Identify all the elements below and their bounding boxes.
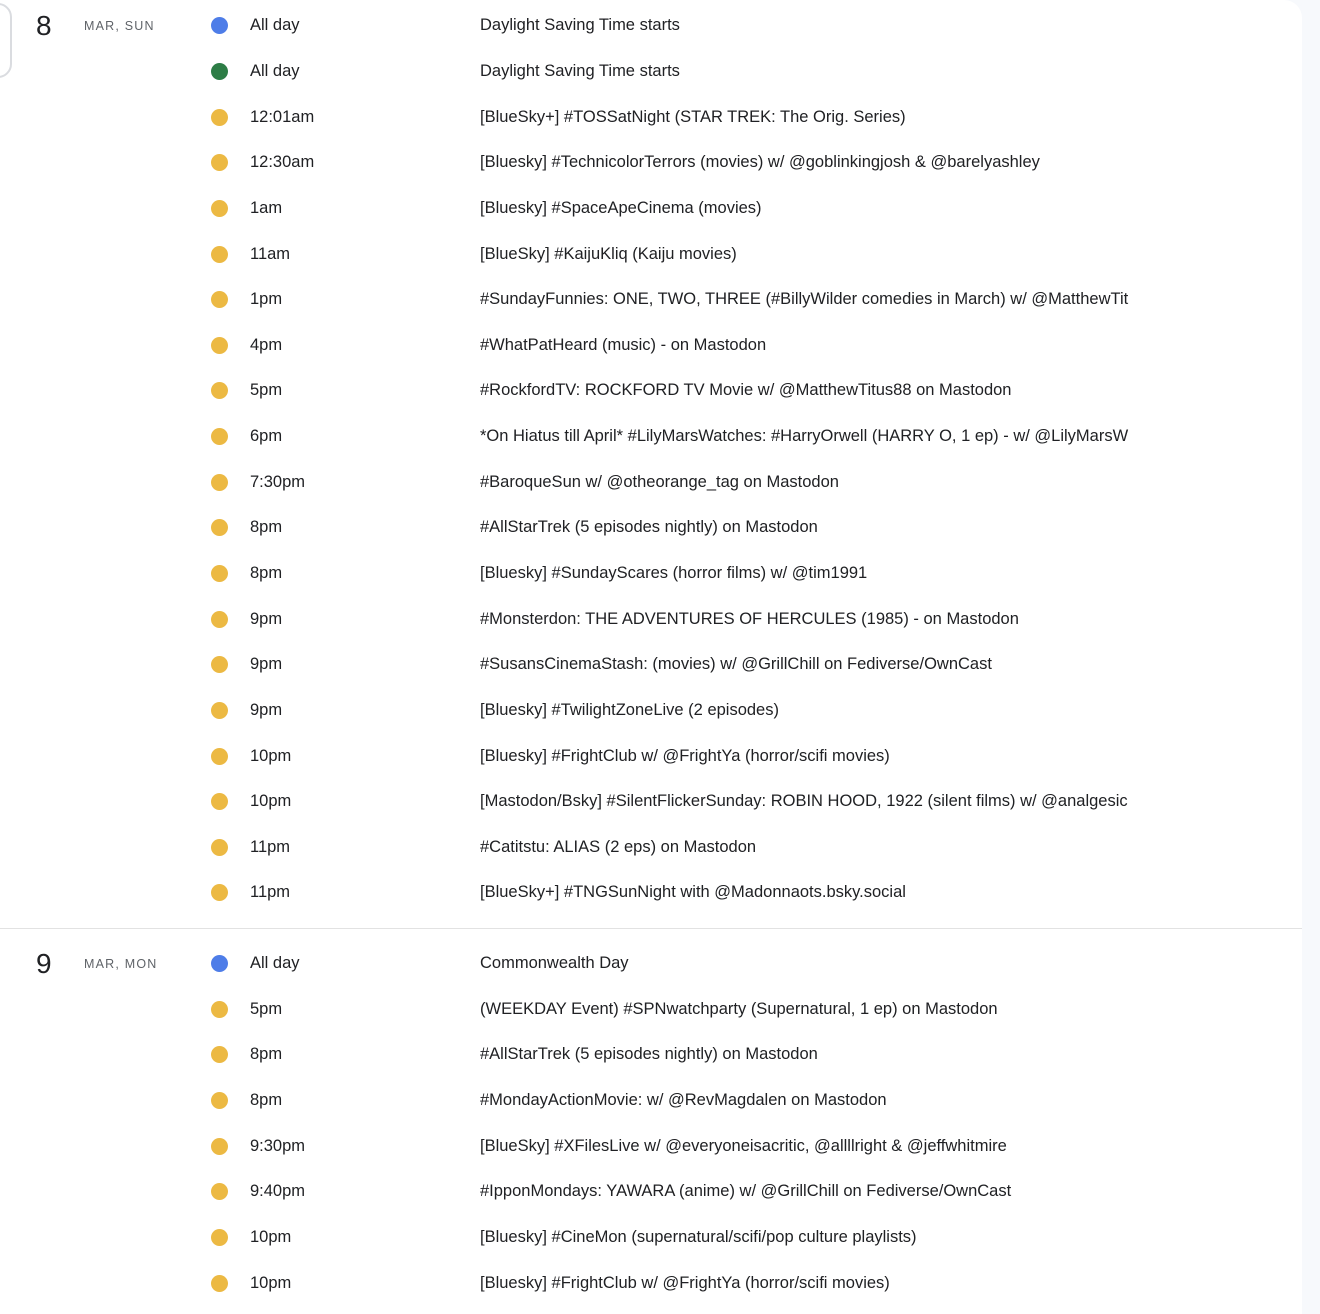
- event-time: 9pm: [250, 655, 283, 674]
- event-time: All day: [250, 16, 300, 35]
- event-time: 8pm: [250, 518, 283, 537]
- event-title: #Catitstu: ALIAS (2 eps) on Mastodon: [480, 837, 757, 856]
- event-title: [BlueSky] #XFilesLive w/ @everyoneisacritic, @allllright & @jeffwhitmire: [480, 1136, 1007, 1155]
- event-title: #RockfordTV: ROCKFORD TV Movie w/ @MatthewTitus88 on Mastodon: [480, 381, 1012, 400]
- event-row[interactable]: [190, 414, 1302, 460]
- event-title: [Bluesky] #TechnicolorTerrors (movies) w/ @goblinkingjosh & @barelyashley: [480, 153, 1040, 172]
- event-time: 1am: [250, 198, 283, 217]
- event-row[interactable]: [190, 733, 1302, 779]
- event-color-dot-icon: [211, 291, 228, 308]
- event-time: 8pm: [250, 1045, 283, 1064]
- event-title: #IpponMondays: YAWARA (anime) w/ @GrillChill on Fediverse/OwnCast: [480, 1182, 1012, 1201]
- event-color-dot-icon: [211, 154, 228, 171]
- day-section: [0, 928, 1302, 1306]
- event-time: 11am: [250, 244, 291, 263]
- event-row[interactable]: [190, 825, 1302, 871]
- event-time: 11pm: [250, 883, 291, 902]
- event-color-dot-icon: [211, 17, 228, 34]
- event-row[interactable]: [190, 688, 1302, 734]
- event-time: All day: [250, 954, 300, 973]
- event-title: (WEEKDAY Event) #SPNwatchparty (Supernatural, 1 ep) on Mastodon: [480, 999, 998, 1018]
- event-color-dot-icon: [211, 839, 228, 856]
- event-row[interactable]: [190, 1123, 1302, 1169]
- event-title: [Bluesky] #FrightClub w/ @FrightYa (horror/scifi movies): [480, 1273, 890, 1292]
- event-color-dot-icon: [211, 1001, 228, 1018]
- event-title: #BaroqueSun w/ @otheorange_tag on Mastodon: [480, 472, 839, 491]
- day-event-rows: [190, 3, 1302, 916]
- event-time: 12:30am: [250, 153, 315, 172]
- event-color-dot-icon: [211, 519, 228, 536]
- event-row[interactable]: [190, 322, 1302, 368]
- event-time: 12:01am: [250, 107, 315, 126]
- event-color-dot-icon: [211, 1046, 228, 1063]
- event-color-dot-icon: [211, 955, 228, 972]
- event-title: #WhatPatHeard (music) - on Mastodon: [480, 335, 767, 354]
- event-row[interactable]: [190, 941, 1302, 987]
- event-time: All day: [250, 61, 300, 80]
- event-title: #Monsterdon: THE ADVENTURES OF HERCULES (1985) - on Mastodon: [480, 609, 1019, 628]
- event-color-dot-icon: [211, 656, 228, 673]
- event-color-dot-icon: [211, 63, 228, 80]
- event-title: [BlueSky+] #TNGSunNight with @Madonnaots.bsky.social: [480, 883, 906, 902]
- event-time: 1pm: [250, 290, 283, 309]
- event-row[interactable]: [190, 231, 1302, 277]
- event-color-dot-icon: [211, 748, 228, 765]
- event-row[interactable]: [190, 459, 1302, 505]
- event-title: [Bluesky] #FrightClub w/ @FrightYa (horror/scifi movies): [480, 746, 890, 765]
- event-row[interactable]: [190, 140, 1302, 186]
- event-title: #AllStarTrek (5 episodes nightly) on Mastodon: [480, 518, 818, 537]
- event-time: 8pm: [250, 1091, 283, 1110]
- event-title: [Bluesky] #TwilightZoneLive (2 episodes): [480, 700, 779, 719]
- event-color-dot-icon: [211, 611, 228, 628]
- event-title: #SusansCinemaStash: (movies) w/ @GrillChill on Fediverse/OwnCast: [480, 655, 992, 674]
- day-number[interactable]: 9: [36, 947, 52, 979]
- event-time: 9pm: [250, 609, 283, 628]
- event-time: 5pm: [250, 999, 283, 1018]
- event-title: #SundayFunnies: ONE, TWO, THREE (#BillyWilder comedies in March) w/ @MatthewTit: [480, 290, 1129, 309]
- event-row[interactable]: [190, 1169, 1302, 1215]
- event-color-dot-icon: [211, 884, 228, 901]
- event-title: [Bluesky] #CineMon (supernatural/scifi/pop culture playlists): [480, 1227, 917, 1246]
- event-title: [Mastodon/Bsky] #SilentFlickerSunday: ROBIN HOOD, 1922 (silent films) w/ @analgesic: [480, 792, 1128, 811]
- event-row[interactable]: [190, 551, 1302, 597]
- event-color-dot-icon: [211, 474, 228, 491]
- event-time: 8pm: [250, 564, 283, 582]
- event-time: 10pm: [250, 1227, 292, 1246]
- event-time: 9pm: [250, 700, 283, 719]
- event-row[interactable]: [190, 368, 1302, 414]
- event-time: 10pm: [250, 746, 292, 765]
- event-row[interactable]: [190, 49, 1302, 95]
- day-date-label: MAR, SUN: [84, 18, 155, 33]
- event-row[interactable]: [190, 186, 1302, 232]
- event-title: #AllStarTrek (5 episodes nightly) on Mastodon: [480, 1045, 818, 1064]
- event-row[interactable]: [190, 94, 1302, 140]
- event-color-dot-icon: [211, 246, 228, 263]
- event-row[interactable]: [190, 3, 1302, 49]
- event-title: #MondayActionMovie: w/ @RevMagdalen on Mastodon: [480, 1091, 887, 1110]
- event-color-dot-icon: [211, 1138, 228, 1155]
- event-color-dot-icon: [211, 337, 228, 354]
- event-color-dot-icon: [211, 428, 228, 445]
- event-color-dot-icon: [211, 109, 228, 126]
- event-title: *On Hiatus till April* #LilyMarsWatches: #HarryOrwell (HARRY O, 1 ep) - w/ @LilyMarsW: [480, 427, 1129, 446]
- event-time: 9:40pm: [250, 1182, 306, 1201]
- event-title: [Bluesky] #SpaceApeCinema (movies): [480, 198, 762, 217]
- event-row[interactable]: [190, 986, 1302, 1032]
- event-color-dot-icon: [211, 1092, 228, 1109]
- event-row[interactable]: [190, 596, 1302, 642]
- day-header: [0, 3, 190, 49]
- event-time: 7:30pm: [250, 472, 306, 491]
- day-date-label: MAR, MON: [84, 956, 158, 971]
- event-time: 5pm: [250, 381, 283, 400]
- event-color-dot-icon: [211, 702, 228, 719]
- event-row[interactable]: [190, 277, 1302, 323]
- event-time: 9:30pm: [250, 1136, 306, 1155]
- event-row[interactable]: [190, 505, 1302, 551]
- event-time: 10pm: [250, 792, 292, 811]
- event-row[interactable]: [190, 1032, 1302, 1078]
- event-row[interactable]: [190, 870, 1302, 916]
- event-color-dot-icon: [211, 382, 228, 399]
- event-time: 6pm: [250, 427, 283, 446]
- day-header: [0, 941, 190, 987]
- event-row[interactable]: [190, 1260, 1302, 1306]
- event-title: Daylight Saving Time starts: [480, 61, 680, 80]
- event-title: [BlueSky] #KaijuKliq (Kaiju movies): [480, 244, 737, 263]
- event-row[interactable]: [190, 642, 1302, 688]
- event-color-dot-icon: [211, 565, 228, 582]
- event-color-dot-icon: [211, 1229, 228, 1246]
- event-title: Daylight Saving Time starts: [480, 16, 680, 35]
- event-color-dot-icon: [211, 200, 228, 217]
- event-title: Commonwealth Day: [480, 954, 629, 973]
- event-title: [BlueSky+] #TOSSatNight (STAR TREK: The Orig. Series): [480, 107, 906, 126]
- event-time: 11pm: [250, 837, 291, 856]
- day-number[interactable]: 8: [36, 9, 52, 41]
- event-color-dot-icon: [211, 1275, 228, 1292]
- event-time: 10pm: [250, 1273, 292, 1292]
- day-event-rows: [190, 941, 1302, 1306]
- event-color-dot-icon: [211, 1183, 228, 1200]
- partial-overlay-element: [0, 3, 12, 78]
- event-color-dot-icon: [211, 793, 228, 810]
- event-time: 4pm: [250, 335, 283, 354]
- event-row[interactable]: [190, 779, 1302, 825]
- event-title: [Bluesky] #SundayScares (horror films) w/ @tim1991: [480, 564, 868, 582]
- event-row[interactable]: [190, 1215, 1302, 1261]
- event-row[interactable]: [190, 1078, 1302, 1124]
